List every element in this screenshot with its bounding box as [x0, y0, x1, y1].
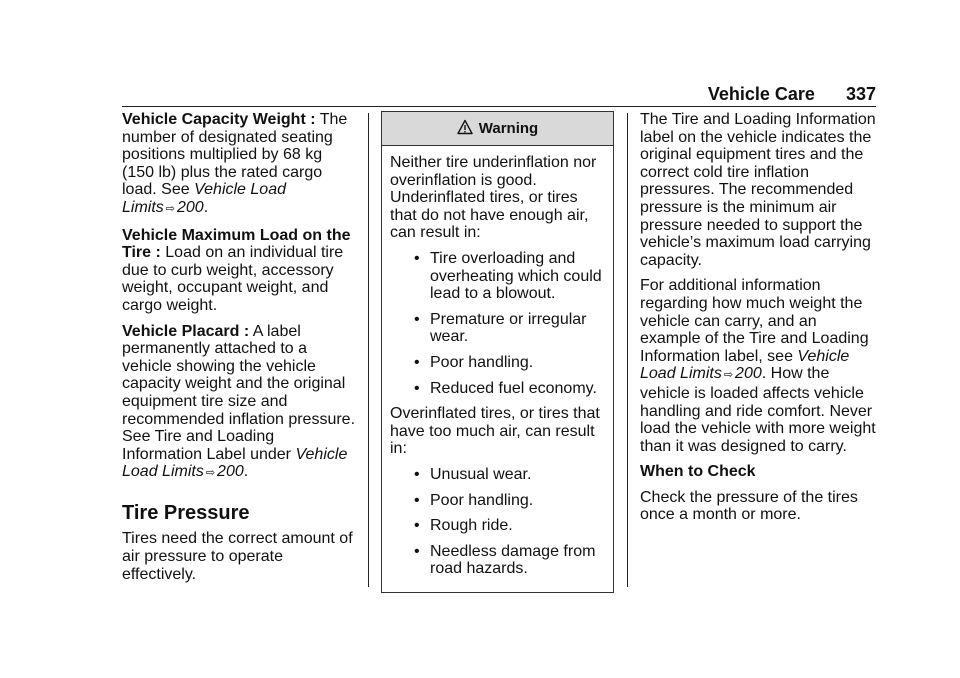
bullet-icon: • [414, 353, 420, 371]
list-item: • Premature or irregular wear. [414, 310, 587, 346]
column-divider [627, 113, 628, 587]
section-heading: Tire Pressure [122, 501, 250, 524]
paragraph: Check the pressure of the tires once a month or more. [640, 488, 858, 524]
warning-intro: Neither tire underinflation nor overinflation is good. Underinflated tires, or tires that do not have enough air, can result in: [390, 154, 597, 242]
column-right [640, 111, 880, 532]
cross-reference-link[interactable]: Vehicle Load Limits [122, 445, 348, 481]
header-rule [122, 106, 876, 107]
page-header [708, 84, 876, 105]
list-item: • Poor handling. [414, 491, 534, 509]
list-item: • Unusual wear. [414, 465, 532, 483]
list-item: • Needless damage from road hazards. [414, 542, 596, 578]
list-item: • Rough ride. [414, 517, 513, 535]
paragraph: The Tire and Loading Information label on the vehicle indicates the original equipment tires and the correct cold tire inflation pressures. The recommended pressure is the minimum air pressure needed to support the vehicle’s maximum load carrying capacity. [640, 111, 876, 269]
warning-body [382, 146, 613, 592]
bullet-icon: • [414, 542, 420, 560]
bullet-icon: • [414, 310, 420, 328]
bullet-icon: • [414, 465, 420, 483]
cross-reference-link[interactable]: Vehicle Load Limits [122, 181, 286, 216]
column-divider [368, 113, 369, 587]
definition-text: Load on an individual tire due to curb weight, accessory weight, occupant weight, and cargo weight. [122, 244, 344, 314]
warning-list-underinflation [390, 250, 605, 397]
bullet-icon: • [414, 249, 420, 267]
term: Vehicle Capacity Weight : [122, 111, 316, 128]
cross-reference-link[interactable]: Vehicle Load Limits [640, 347, 850, 383]
paragraph: Tires need the correct amount of air pressure to operate effectively. [122, 530, 353, 583]
warning-title: Warning [478, 120, 539, 137]
list-item: • Poor handling. [414, 353, 534, 371]
column-left [122, 111, 357, 591]
bullet-icon: • [414, 379, 420, 397]
page-ref-icon: ⇨ [165, 202, 175, 215]
term: Vehicle Placard : [122, 322, 250, 340]
subheading: When to Check [640, 463, 756, 481]
warning-mid: Overinflated tires, or tires that have too much air, can result in: [390, 405, 600, 458]
definition-max-load [122, 227, 357, 315]
page-ref-icon: ⇨ [723, 369, 734, 382]
page-number: 337 [845, 84, 876, 104]
page-ref[interactable]: 200 [177, 198, 204, 216]
paragraph-with-reference: For additional information regarding how much weight the vehicle can carry, and an example of the Tire and Loading Information label, see Vehicle Load Limits ⇨ 200. How the vehicle is loaded affects vehicle handling and ride comfort. Never load the vehicle with more weight than it was designed to carry. [640, 277, 876, 455]
warning-triangle-icon [457, 119, 473, 135]
definition-placard: Vehicle Placard : A label permanently attached to a vehicle showing the vehicle capacity weight and the original equipment tire size and recommended inflation pressure. See Tire and Loading Information Label under Vehicle Load Limits ⇨ 200. [122, 322, 356, 481]
list-item: • Reduced fuel economy. [414, 379, 597, 397]
definition-capacity-weight: Vehicle Capacity Weight : The number of designated seating positions multiplied by 68 kg (150 lb) plus the rated cargo load. See Vehicle Load Limits ⇨ 200. [122, 111, 348, 216]
page-ref-icon: ⇨ [205, 467, 216, 480]
section-title: Vehicle Care [707, 84, 815, 104]
definition-text: A label permanently attached to a vehicle showing the vehicle capacity weight and the original equipment tire size and recommended inflation pressure. See Tire and Loading Information Label under [122, 322, 356, 463]
bullet-icon: • [414, 491, 420, 509]
definition-text: The number of designated seating positions multiplied by 68 kg (150 lb) plus the rated cargo load. See [122, 111, 348, 199]
bullet-icon: • [414, 517, 420, 535]
warning-list-overinflation [390, 466, 605, 578]
warning-box [381, 111, 614, 593]
page-ref[interactable]: 200 [735, 365, 762, 383]
column-middle [381, 111, 614, 593]
warning-header [382, 112, 613, 146]
term: Vehicle Maximum Load on the Tire : [122, 226, 351, 262]
page-ref[interactable]: 200 [217, 463, 244, 481]
list-item: • Tire overloading and overheating which could lead to a blowout. [414, 249, 602, 303]
